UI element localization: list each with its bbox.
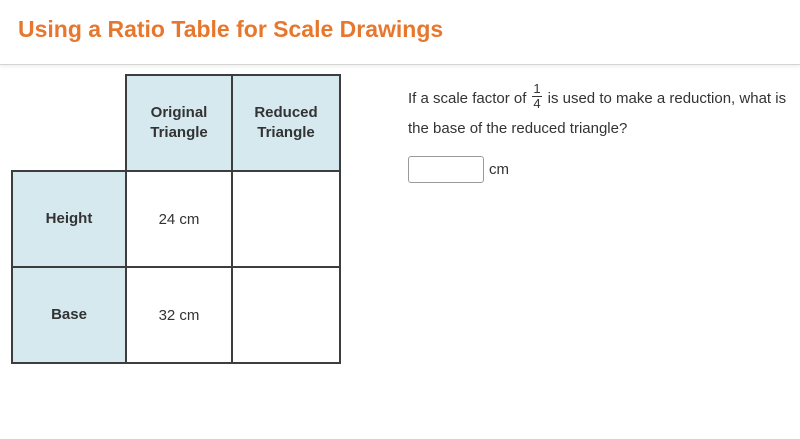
- ratio-table: [11, 74, 341, 364]
- question-text: [408, 80, 788, 144]
- answer-unit: cm: [489, 161, 509, 178]
- fraction-numerator: 1: [533, 80, 541, 96]
- table-row: [12, 267, 340, 363]
- column-header-original: [126, 75, 232, 171]
- table-header-row: [12, 75, 340, 171]
- answer-row: [408, 156, 509, 183]
- table-row: [12, 171, 340, 267]
- height-original-cell: 24 cm: [126, 171, 232, 267]
- question-text-before: If a scale factor of: [408, 90, 527, 107]
- base-original-cell: 32 cm: [126, 267, 232, 363]
- question-text-after: is used to make a reduction, what is the base of the reduced triangle?: [408, 90, 787, 137]
- column-header-reduced-label: Reduced Triangle: [254, 104, 318, 141]
- answer-input[interactable]: [408, 156, 484, 183]
- header-bar: [0, 0, 800, 65]
- row-header-height: Height: [12, 171, 126, 267]
- row-header-base: Base: [12, 267, 126, 363]
- column-header-reduced: [232, 75, 340, 171]
- base-reduced-cell: [232, 267, 340, 363]
- scale-factor-fraction: [532, 82, 541, 111]
- empty-corner-cell: [12, 75, 126, 171]
- fraction-denominator: 4: [533, 95, 541, 111]
- column-header-original-label: Original Triangle: [150, 104, 208, 141]
- height-reduced-cell: [232, 171, 340, 267]
- page-title: Using a Ratio Table for Scale Drawings: [18, 16, 444, 42]
